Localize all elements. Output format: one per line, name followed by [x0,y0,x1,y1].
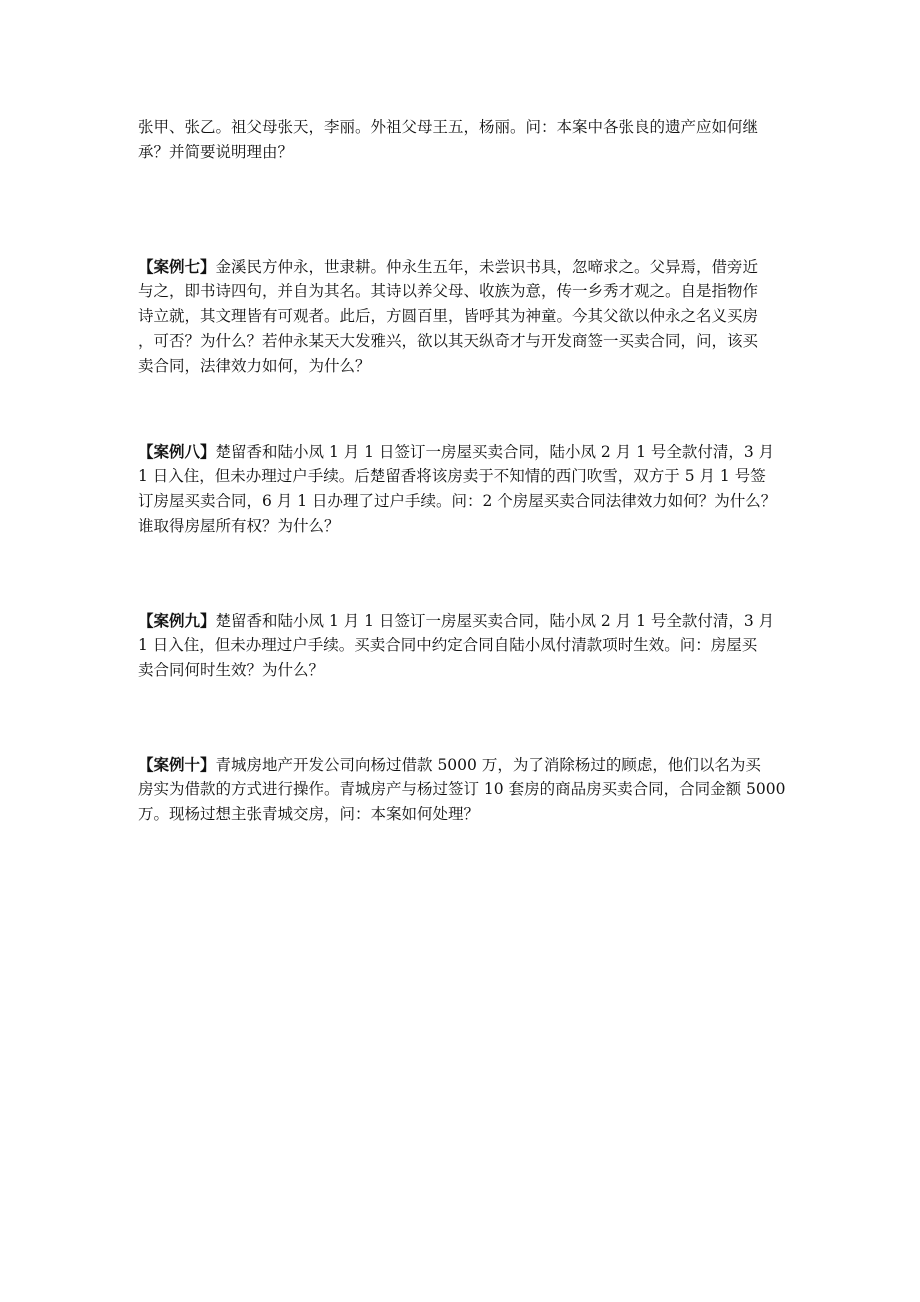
case-tag: 【案例九】 [138,611,216,630]
text-line: 1 日入住，但未办理过户手续。后楚留香将该房卖于不知情的西门吹雪，双方于 5 月 1 号签 [138,467,766,485]
text-line: 张甲、张乙。祖父母张天，李丽。外祖父母王五，杨丽。问：本案中各张良的遗产应如何继 [138,118,759,136]
text-line: 1 日入住，但未办理过户手续。买卖合同中约定合同自陆小凤付清款项时生效。问：房屋买 [138,636,758,654]
text-line: ，可否？为什么？若仲永某天大发雅兴，欲以其天纵奇才与开发商签一买卖合同，问，该买 [138,332,759,350]
text-line [138,254,798,279]
text-line: 承？并简要说明理由？ [138,143,294,161]
text-line [138,752,798,777]
case-tag: 【案例八】 [138,442,216,461]
case-text: 楚留香和陆小凤 1 月 1 日签订一房屋买卖合同，陆小凤 2 月 1 号全款付清，3 月 [215,443,775,461]
case-text: 楚留香和陆小凤 1 月 1 日签订一房屋买卖合同，陆小凤 2 月 1 号全款付清，3 月 [215,612,775,630]
text-line: 订房屋买卖合同，6 月 1 日办理了过户手续。问：2 个房屋买卖合同法律效力如何？为什么？ [138,492,777,510]
text-line: 房实为借款的方式进行操作。青城房产与杨过签订 10 套房的商品房买卖合同，合同金额 5000 [138,780,786,798]
text-line: 卖合同，法律效力如何，为什么？ [138,357,371,375]
case-tag: 【案例十】 [138,755,216,774]
text-line [138,439,798,464]
case-9-paragraph [138,608,798,683]
text-line [138,608,798,633]
case-tag: 【案例七】 [138,257,216,276]
text-line: 谁取得房屋所有权？为什么？ [138,517,340,535]
case-8-paragraph [138,439,798,539]
case-text: 金溪民方仲永，世隶耕。仲永生五年，未尝识书具，忽啼求之。父异焉，借旁近 [215,258,759,276]
case-7-paragraph [138,254,798,379]
text-line: 与之，即书诗四句，并自为其名。其诗以养父母、收族为意，传一乡秀才观之。自是指物作 [138,282,759,300]
text-line: 万。现杨过想主张青城交房，问：本案如何处理？ [138,805,480,823]
case-text: 青城房地产开发公司向杨过借款 5000 万，为了消除杨过的顾虑，他们以名为买 [215,756,761,774]
intro-paragraph [138,115,798,165]
text-line: 诗立就，其文理皆有可观者。此后，方圆百里，皆呼其为神童。今其父欲以仲永之名义买房 [138,307,759,325]
text-line: 卖合同何时生效？为什么？ [138,661,325,679]
case-10-paragraph [138,752,798,827]
